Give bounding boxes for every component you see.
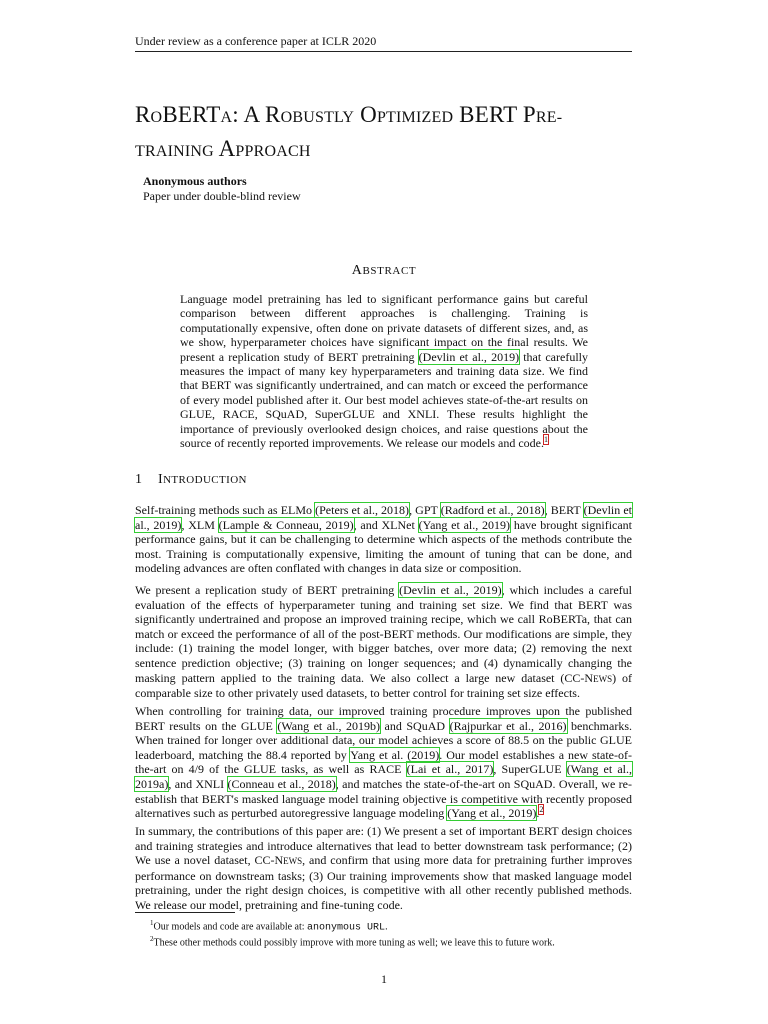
author-name: Anonymous authors <box>143 174 247 188</box>
footnote-1: $^1$Our models and code are available at: anonymous URL. <box>150 919 388 934</box>
citation-link[interactable]: (Lample & Conneau, 2019) <box>218 517 354 532</box>
citation-link[interactable]: (Devlin et al., 2019) <box>135 503 633 532</box>
intro-paragraph-2: We present a replication study of BERT pretraining (Devlin et al., 2019), which includes a careful evaluation of the effects of hyperparameter tuning and training set size. We find that BERT was significantly undertrained and propose an improved training recipe, which we call RoBERTa, that can match or exceed the performance of all of the post-BERT methods. Our modifications are simple, they include: (1) training the model longer, with bigger batches, over more data; (2) removing the next sentence prediction objective; (3) training on longer sequences; and (4) dynamically changing the masking pattern applied to the training data. We also collect a large new dataset (CC-NEWS) of comparable size to other privately used datasets, to better control for training set size effects. <box>135 583 632 701</box>
footnote-2: $^2$These other methods could possibly improve with more tuning as well; we leave this to future work. <box>150 935 555 949</box>
footnote-ref-2[interactable]: 2 <box>539 805 544 815</box>
citation-link[interactable]: (Peters et al., 2018) <box>315 503 410 517</box>
intro-paragraph-3: When controlling for training data, our improved training procedure improves upon the published BERT results on the GLUE (Wang et al., 2019b) and SQuAD (Rajpurkar et al., 2016) benchmarks. When trained for longer over additional data, our model achieves a score of 88.5 on the public GLUE leaderboard, matching the 88.4 reported by Yang et al. (2019). Our model establishes a new state-of-the-art on 4/9 of the GLUE tasks, as well as RACE (Lai et al., 2017), SuperGLUE (Wang et al., 2019a), and XNLI (Conneau et al., 2018), and matches the state-of-the-art on SQuAD. Overall, we re-establish that BERT's masked language model training objective is competitive with recently proposed alternatives such as perturbed autoregressive language modeling (Yang et al., 2019).$^2$ <box>135 704 633 821</box>
citation-link[interactable]: (Lai et al., 2017) <box>406 762 494 777</box>
intro-paragraph-4: In summary, the contributions of this paper are: (1) We present a set of important BERT design choices and training strategies and introduce alternatives that lead to better downstream task performance; (2) We use a novel dataset, CC-NEWS, and confirm that using more data for pretraining further improves performance on downstream tasks; (3) Our training improvements show that masked language model pretraining, under the right design choices, is competitive with all other recently published methods. We release our model, pretraining and fine-tuning code. <box>135 824 632 912</box>
review-note: Paper under double-blind review <box>143 189 301 203</box>
citation-link[interactable]: (Rajpurkar et al., 2016) <box>449 718 567 733</box>
citation-link[interactable]: (Radford et al., 2018) <box>440 503 545 517</box>
citation-link[interactable]: (Yang et al., 2019) <box>447 806 537 821</box>
section-heading-introduction: 1 INTRODUCTION <box>135 472 247 487</box>
citation-link[interactable]: (Wang et al., 2019b) <box>277 718 380 733</box>
running-header: Under review as a conference paper at ICLR 2020 <box>135 34 377 48</box>
citation-link[interactable]: (Yang et al., 2019) <box>418 517 511 532</box>
page-number: 1 <box>381 972 387 986</box>
abstract-heading: ABSTRACT <box>351 263 417 278</box>
citation-link[interactable]: (Devlin et al., 2019) <box>399 583 502 597</box>
citation-link[interactable]: (Devlin et al., 2019) <box>418 349 520 364</box>
author-block <box>143 174 301 204</box>
abstract-text: Language model pretraining has led to significant performance gains but careful comparison between different approaches is challenging. Training is computationally expensive, often done on private datasets of different sizes, and, as we show, hyperparameter choices have significant impact on the final results. We present a replication study of BERT pretraining (Devlin et al., 2019) that carefully measures the impact of many key hyperparameters and training data size. We find that BERT was significantly undertrained, and can match or exceed the performance of every model published after it. Our best model achieves state-of-the-art results on GLUE, RACE, SQuAD, SuperGLUE and XNLI. These results highlight the importance of previously overlooked design choices, and raise questions about the source of recently reported improvements. We release our models and code.$^1$ <box>180 292 588 451</box>
header-rule <box>135 51 632 52</box>
citation-link[interactable]: (Wang et al., 2019a) <box>135 762 632 791</box>
intro-paragraph-1: Self-training methods such as ELMo (Peters et al., 2018), GPT (Radford et al., 2018), BERT (Devlin et al., 2019), XLM (Lample & Conneau, 2019), and XLNet (Yang et al., 2019) have brought significant performance gains, but it can be challenging to determine which aspects of the methods contribute the most. Training is computationally expensive, limiting the amount of tuning that can be done, and modeling advances are often conflated with changes in data size or composition. <box>135 503 633 576</box>
paper-title: ROBERTA: A ROBUSTLY OPTIMIZED BERT PRE- TRAINING APPROACH <box>135 102 563 161</box>
citation-link[interactable]: (Conneau et al., 2018) <box>227 776 336 791</box>
footnote-ref-1[interactable]: 1 <box>544 435 549 445</box>
footnote-rule <box>135 912 235 913</box>
citation-link[interactable]: Yang et al. (2019) <box>350 747 440 762</box>
